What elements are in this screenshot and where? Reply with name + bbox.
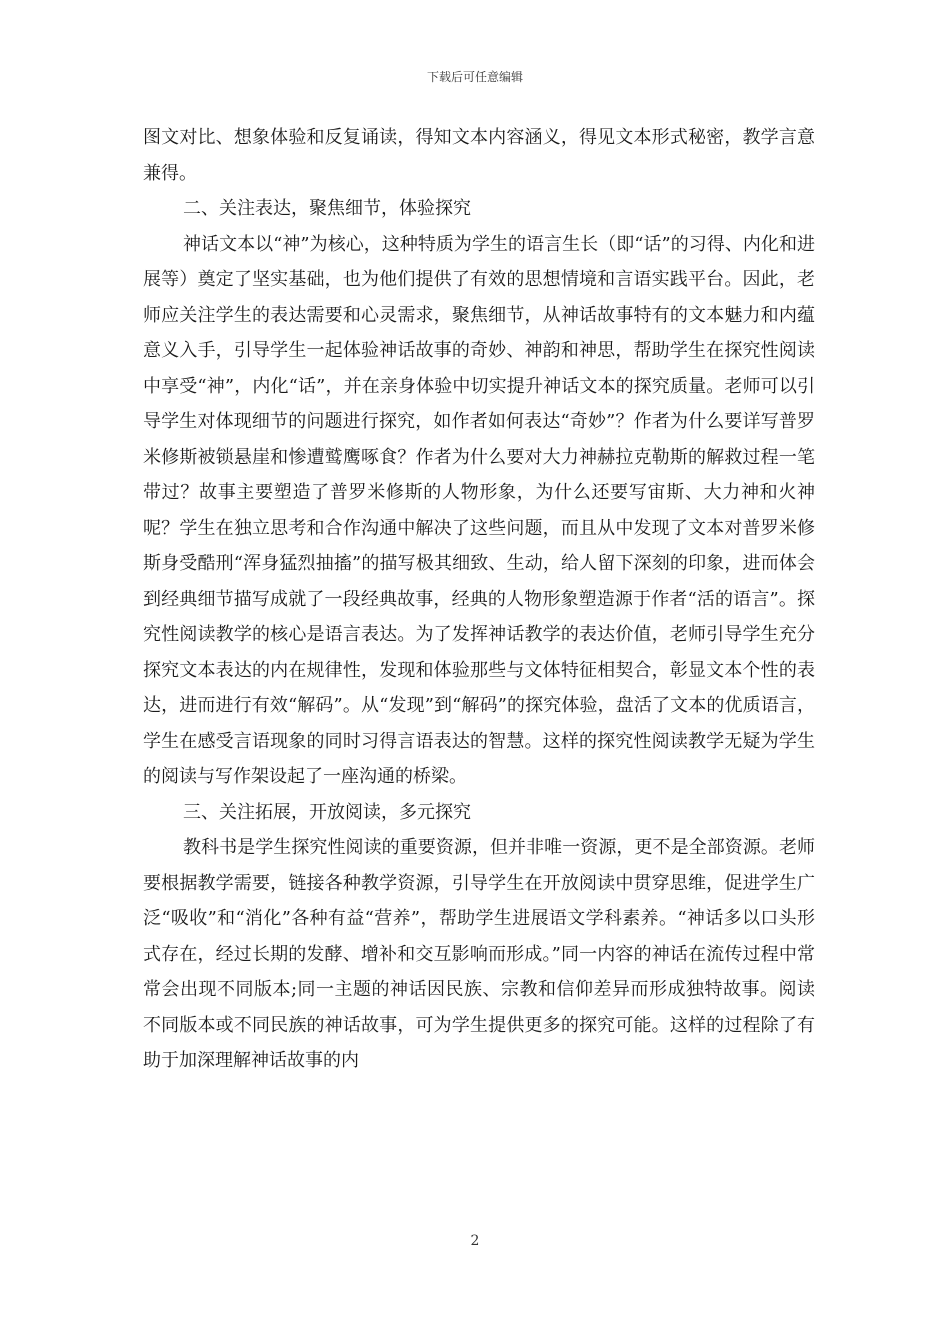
section-heading-3: 三、关注拓展，开放阅读，多元探究: [183, 801, 471, 823]
document-body: [143, 120, 815, 1079]
paragraph-section-2: 神话文本以“神”为核心，这种特质为学生的语言生长（即“话”的习得、内化和进展等）奠定了坚实基础，也为他们提供了有效的思想情境和言语实践平台。因此，老师应关注学生的表达需要和心灵需求，聚焦细节，从神话故事特有的文本魅力和内蕴意义入手，引导学生一起体验神话故事的奇妙、神韵和神思，帮助学生在探究性阅读中享受“神”，内化“话”，并在亲身体验中切实提升神话文本的探究质量。老师可以引导学生对体现细节的问题进行探究，如作者如何表达“奇妙”？作者为什么要详写普罗米修斯被锁悬崖和惨遭鹫鹰啄食？作者为什么要对大力神赫拉克勒斯的解救过程一笔带过？故事主要塑造了普罗米修斯的人物形象，为什么还要写宙斯、大力神和火神呢？学生在独立思考和合作沟通中解决了这些问题，而且从中发现了文本对普罗米修斯身受酷刑“浑身猛烈抽搐”的描写极其细致、生动，给人留下深刻的印象，进而体会到经典细节描写成就了一段经典故事，经典的人物形象塑造源于作者“活的语言”。探究性阅读教学的核心是语言表达。为了发挥神话教学的表达价值，老师引导学生充分探究文本表达的内在规律性，发现和体验那些与文体特征相契合，彰显文本个性的表达，进而进行有效“解码”。从“发现”到“解码”的探究体验，盘活了文本的优质语言，学生在感受言语现象的同时习得言语表达的智慧。这样的探究性阅读教学无疑为学生的阅读与写作架设起了一座沟通的桥梁。: [143, 233, 815, 787]
page-number: 2: [470, 1233, 480, 1249]
section-heading-2: 二、关注表达，聚焦细节，体验探究: [183, 198, 471, 219]
page-header: 下载后可任意编辑: [426, 70, 523, 84]
paragraph-intro: 图文对比、想象体验和反复诵读，得知文本内容涵义，得见文本形式秘密，教学言意兼得。: [143, 127, 815, 184]
paragraph-section-3: 教科书是学生探究性阅读的重要资源，但并非唯一资源，更不是全部资源。老师要根据教学需要，链接各种教学资源，引导学生在开放阅读中贯穿思维，促进学生广泛“吸收”和“消化”各种有益“营养”，帮助学生进展语文学科素养。“神话多以口头形式存在，经过长期的发酵、增补和交互影响而形成。”同一内容的神话在流传过程中常常会出现不同版本;同一主题的神话因民族、宗教和信仰差异而形成独特故事。阅读不同版本或不同民族的神话故事，可为学生提供更多的探究可能。这样的过程除了有助于加深理解神话故事的内: [143, 837, 815, 1071]
